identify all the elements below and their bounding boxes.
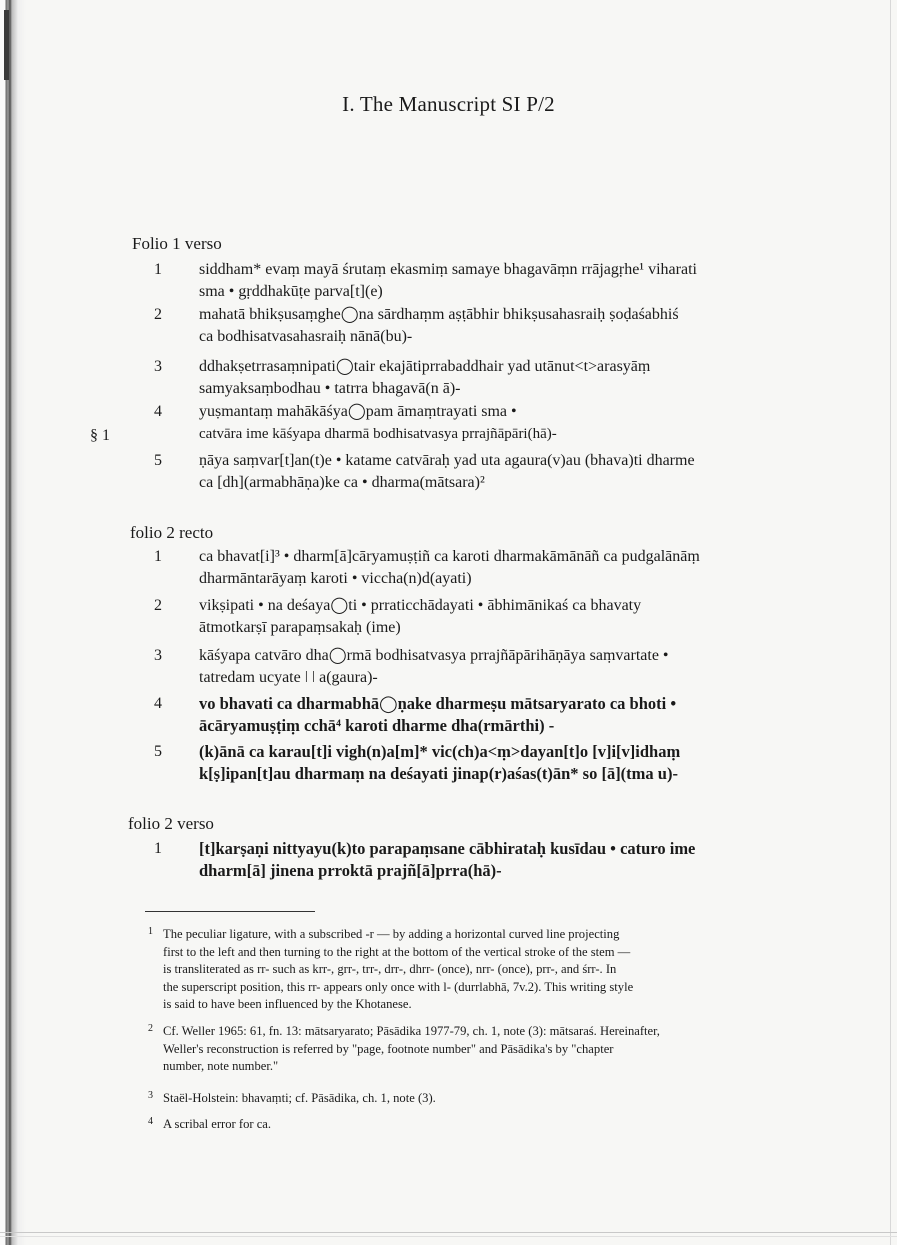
line-number: 5 (154, 743, 162, 760)
footnote-rule (145, 911, 315, 912)
line-number: 2 (154, 597, 162, 614)
page-title: I. The Manuscript SI P/2 (342, 92, 555, 116)
footnote-text: A scribal error for ca. (163, 1117, 272, 1131)
footnote-text: Staël-Holstein: bhavaṃti; cf. Pāsādika, ch. 1, note (3). (163, 1091, 436, 1105)
line-number: 1 (154, 261, 162, 278)
line-text: ṇāya saṃvar[t]an(t)e • katame catvāraḥ yad uta agaura(v)au (bhava)ti dharme ca [dh](armabhāṇa)ke ca • dharma(mātsara)² (199, 452, 695, 491)
line-number: 4 (154, 695, 162, 712)
page-edge-right (890, 0, 891, 1245)
line-number: 3 (154, 358, 162, 375)
folio-heading-2v: folio 2 verso (128, 814, 214, 833)
footnote-text: The peculiar ligature, with a subscribed -r — by adding a horizontal curved line projecting first to the left and then turning to the right at the bottom of the vertical stroke of the stem — is transliterated as rr- such as krr-, grr-, trr-, drr-, dhrr- (once), nrr- (once), prr-, and śrr-. In the superscript position, this rr- appears only once with l- (durrlabhā, 7v.2). This writing style is said to have been influenced by the Khotanese. (163, 927, 634, 1011)
line-text: ca bhavat[i]³ • dharm[ā]cāryamuṣṭiñ ca karoti dharmakāmānāñ ca pudgalānāṃ dharmāntarāyaṃ karoti • viccha(n)d(ayati) (199, 548, 700, 587)
footnote-mark: 3 (148, 1090, 153, 1101)
footnote-mark: 4 (148, 1116, 153, 1127)
folio-heading-2r: folio 2 recto (130, 523, 214, 542)
line-number: 5 (154, 452, 162, 469)
line-number: 4 (154, 403, 162, 420)
page-edge-bottom (0, 1232, 897, 1233)
folio-heading-1v: Folio 1 verso (132, 234, 222, 253)
line-text: [t]karṣaṇi nittyayu(k)to parapaṃsane cābhirataḥ kusīdau • caturo ime dharm[ā] jinena prroktā prajñ[ā]prra(hā)- (199, 839, 696, 880)
line-text: kāśyapa catvāro dha◯rmā bodhisatvasya prrajñāpārihāṇāya saṃvartate • tatredam ucyate ǀ ǀ a(gaura)- (199, 647, 669, 686)
line-text: ddhakṣetrrasaṃnipati◯tair ekajātiprrabaddhair yad utānut<t>arasyāṃ samyaksaṃbodhau • tatrra bhagavā(n ā)- (199, 358, 651, 397)
footnote-mark: 2 (148, 1023, 153, 1034)
section-mark: § 1 (90, 427, 110, 444)
footnote-text: Cf. Weller 1965: 61, fn. 13: mātsaryarato; Pāsādika 1977-79, ch. 1, note (3): mātsaraś. Hereinafter, Weller's reconstruction is referred by "page, footnote number" and Pāsādika's by "chapter number, note number." (163, 1024, 660, 1073)
line-number: 1 (154, 840, 162, 857)
line-text: siddham* evaṃ mayā śrutaṃ ekasmiṃ samaye bhagavāṃn rrājagṛhe¹ viharati sma • gṛddhakūṭe parva[t](e) (199, 261, 697, 300)
line-number: 2 (154, 306, 162, 323)
line-text: vikṣipati • na deśaya◯ti • prraticchādayati • ābhimānikaś ca bhavaty ātmotkarṣī parapaṃsakaḥ (ime) (199, 597, 642, 636)
page-edge-bottom-2 (0, 1236, 897, 1237)
footnote-mark: 1 (148, 926, 153, 937)
line-text: (k)ānā ca karau[t]i vigh(n)a[m]* vic(ch)a<ṃ>dayan[t]o [v]i[v]idhaṃ k[ṣ]ipan[t]au dharmaṃ na deśayati jinap(r)aśas(t)ān* so [ā](tma u)- (199, 742, 681, 783)
line-text: vo bhavati ca dharmabhā◯ṇake dharmeṣu mātsaryarato ca bhoti • ācāryamuṣṭiṃ cchā⁴ karoti dharme dha(rmārthi) - (199, 694, 677, 735)
spine-mark (4, 10, 9, 80)
line-number: 1 (154, 548, 162, 565)
book-spine-shadow (0, 0, 26, 1245)
line-number: 3 (154, 647, 162, 664)
line-text: yuṣmantaṃ mahākāśya◯pam āmaṃtrayati sma • (199, 403, 517, 420)
section-text: catvāra ime kāśyapa dharmā bodhisatvasya prrajñāpāri(hā)- (199, 426, 557, 442)
line-text: mahatā bhikṣusaṃghe◯na sārdhaṃm aṣṭābhir bhikṣusahasraiḥ ṣoḍaśabhiś ca bodhisatvasahasraiḥ nānā(bu)- (199, 306, 679, 345)
